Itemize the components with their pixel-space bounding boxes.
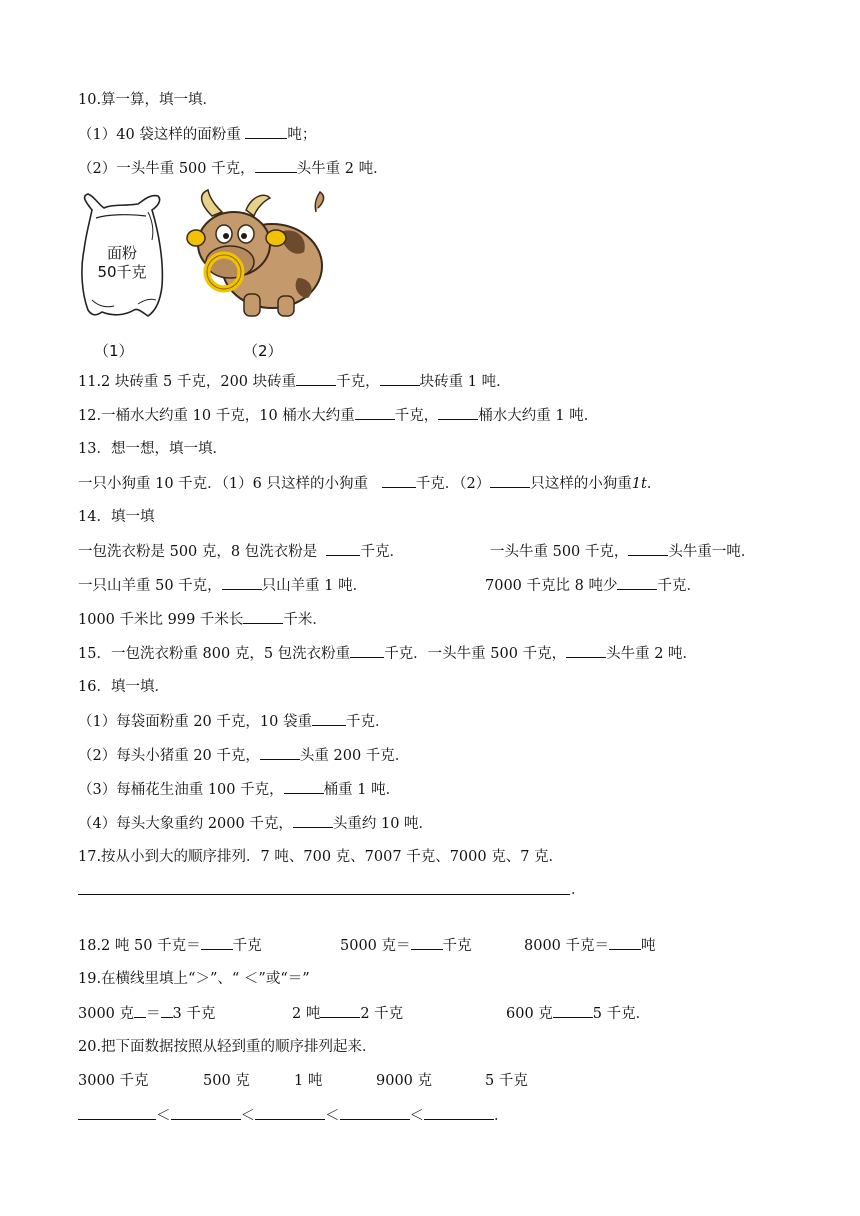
answer-blank[interactable] bbox=[78, 1105, 156, 1120]
q18-part3: 8000 千克＝ 吨 bbox=[524, 935, 656, 956]
q18-part2: 5000 克＝ 千克 bbox=[340, 935, 472, 956]
q20-item: 5 千克 bbox=[485, 1073, 528, 1089]
q16-title: 16．填一填． bbox=[78, 679, 169, 695]
answer-blank[interactable] bbox=[617, 575, 657, 590]
answer-blank[interactable] bbox=[424, 1105, 494, 1120]
q20-item: 1 吨 bbox=[294, 1073, 323, 1089]
q14-row1-right: 一头牛重 500 千克， 头牛重一吨． bbox=[490, 541, 755, 562]
answer-blank[interactable] bbox=[293, 813, 333, 828]
q16-part3: （3）每桶花生油重 100 千克， 桶重 1 吨． bbox=[78, 779, 400, 800]
answer-blank[interactable] bbox=[326, 541, 360, 556]
q14-row3: 1000 千米比 999 千米长 千米． bbox=[78, 609, 327, 630]
q16-part4: （4）每头大象重约 2000 千克， 头重约 10 吨． bbox=[78, 813, 433, 834]
answer-blank[interactable] bbox=[296, 371, 336, 386]
q14-title: 14．填一填 bbox=[78, 509, 155, 525]
answer-blank[interactable] bbox=[490, 473, 530, 488]
q19-title: 19.在横线里填上“＞”、“ ＜”或“＝” bbox=[78, 971, 310, 987]
q17-answer-line[interactable] bbox=[78, 894, 570, 895]
answer-blank[interactable] bbox=[566, 643, 606, 658]
answer-blank[interactable] bbox=[609, 935, 641, 950]
answer-blank[interactable] bbox=[255, 1105, 325, 1120]
answer-blank[interactable] bbox=[628, 541, 668, 556]
answer-blank[interactable] bbox=[382, 473, 416, 488]
q14-row2-right: 7000 千克比 8 吨少 千克． bbox=[485, 575, 701, 596]
q12: 12.一桶水大约重 10 千克，10 桶水大约重 千克， 桶水大约重 1 吨． bbox=[78, 405, 598, 426]
q20-item: 500 克 bbox=[203, 1073, 250, 1089]
q16-part2: （2）每头小猪重 20 千克， 头重 200 千克． bbox=[78, 745, 409, 766]
flour-bag-image bbox=[78, 190, 166, 322]
answer-blank[interactable] bbox=[380, 371, 420, 386]
q17-period: ． bbox=[571, 882, 586, 898]
answer-blank[interactable] bbox=[355, 405, 395, 420]
q13-title: 13．想一想，填一填． bbox=[78, 441, 227, 457]
answer-blank[interactable] bbox=[411, 935, 443, 950]
answer-blank[interactable] bbox=[255, 158, 297, 173]
q13-body: 一只小狗重 10 千克．（1）6 只这样的小狗重 千克．（2） 只这样的小狗重1t． bbox=[78, 473, 661, 494]
q19-part3: 600 克 5 千克． bbox=[506, 1003, 650, 1024]
answer-blank[interactable] bbox=[350, 643, 384, 658]
answer-blank[interactable] bbox=[312, 711, 346, 726]
answer-blank[interactable] bbox=[201, 935, 233, 950]
q14-row2-left: 一只山羊重 50 千克， 只山羊重 1 吨． bbox=[78, 575, 367, 596]
answer-blank[interactable] bbox=[553, 1003, 593, 1018]
bag-label: 面粉 50千克 bbox=[97, 244, 147, 281]
picture-label-1: （1） bbox=[94, 342, 134, 360]
answer-blank[interactable] bbox=[243, 609, 283, 624]
picture-label-2: （2） bbox=[243, 342, 283, 360]
q20-item: 3000 千克 bbox=[78, 1073, 149, 1089]
q20-title: 20.把下面数据按照从轻到重的顺序排列起来． bbox=[78, 1039, 377, 1055]
q16-part1: （1）每袋面粉重 20 千克，10 袋重 千克． bbox=[78, 711, 389, 732]
ox-image bbox=[186, 186, 326, 326]
q19-part2: 2 吨 2 千克 bbox=[292, 1003, 403, 1024]
q10-title: 10.算一算，填一填． bbox=[78, 92, 218, 108]
answer-blank[interactable] bbox=[340, 1105, 410, 1120]
q15: 15．一包洗衣粉重 800 克，5 包洗衣粉重 千克．一头牛重 500 千克， 头牛重 2 吨． bbox=[78, 643, 697, 664]
answer-blank[interactable] bbox=[284, 779, 324, 794]
q10-part2: （2）一头牛重 500 千克， 头牛重 2 吨． bbox=[78, 158, 388, 179]
q19-part1: 3000 克 ＝ 3 千克 bbox=[78, 1003, 215, 1024]
answer-blank[interactable] bbox=[171, 1105, 241, 1120]
answer-blank[interactable] bbox=[320, 1003, 360, 1018]
q10-part1: （1）40 袋这样的面粉重 吨； bbox=[78, 124, 316, 145]
q18-part1: 18.2 吨 50 千克＝ 千克 bbox=[78, 935, 262, 956]
answer-blank[interactable] bbox=[161, 1003, 173, 1018]
answer-blank[interactable] bbox=[438, 405, 478, 420]
q20-answer-row: ＜ ＜ ＜ ＜ ． bbox=[78, 1105, 509, 1126]
q17-title: 17.按从小到大的顺序排列．7 吨、700 克、7007 千克、7000 克、7 克． bbox=[78, 849, 564, 865]
answer-blank[interactable] bbox=[134, 1003, 146, 1018]
answer-blank[interactable] bbox=[222, 575, 262, 590]
q20-item: 9000 克 bbox=[376, 1073, 433, 1089]
q14-row1-left: 一包洗衣粉是 500 克，8 包洗衣粉是 千克． bbox=[78, 541, 404, 562]
answer-blank[interactable] bbox=[245, 124, 287, 139]
q11: 11.2 块砖重 5 千克，200 块砖重 千克， 块砖重 1 吨． bbox=[78, 371, 511, 392]
answer-blank[interactable] bbox=[260, 745, 300, 760]
